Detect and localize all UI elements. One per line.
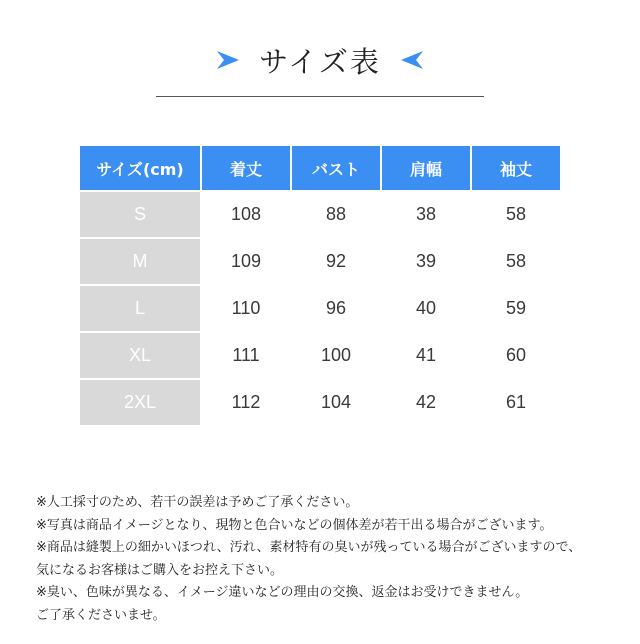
shoulder-value: 42 <box>382 380 470 425</box>
shoulder-value: 39 <box>382 239 470 284</box>
note-line: ※商品は縫製上の細かいほつれ、汚れ、素材特有の臭いが残っている場合がございますので、 <box>36 540 582 556</box>
page-title: サイズ表 <box>259 44 381 79</box>
bust-value: 92 <box>292 239 380 284</box>
note-line: ※人工採寸のため、若干の誤差は予めご了承ください。 <box>36 495 359 510</box>
table-row <box>80 239 560 284</box>
header-bust: バスト <box>292 146 380 190</box>
length-value: 108 <box>202 192 290 237</box>
sleeve-value: 60 <box>472 333 560 378</box>
size-table <box>78 144 562 427</box>
size-label: L <box>80 286 200 331</box>
bust-value: 100 <box>292 333 380 378</box>
note-line: ※臭い、色味が異なる、イメージ違いなどの理由の交換、返金はお受けできません。 <box>36 585 529 601</box>
length-value: 112 <box>202 380 290 425</box>
shoulder-value: 38 <box>382 192 470 237</box>
size-label: S <box>80 192 200 237</box>
table-row <box>80 333 560 378</box>
size-label: XL <box>80 333 200 378</box>
bust-value: 104 <box>292 380 380 425</box>
sleeve-value: 58 <box>472 192 560 237</box>
length-value: 110 <box>202 286 290 331</box>
header-sleeve: 袖丈 <box>472 146 560 190</box>
bust-value: 88 <box>292 192 380 237</box>
chevron-left-icon <box>397 48 427 72</box>
title-area <box>0 38 640 82</box>
header-shoulder: 肩幅 <box>382 146 470 190</box>
shoulder-value: 40 <box>382 286 470 331</box>
table-row <box>80 286 560 331</box>
size-label: 2XL <box>80 380 200 425</box>
table-row <box>80 380 560 425</box>
length-value: 109 <box>202 239 290 284</box>
note-line: ※写真は商品イメージとなり、現物と色合いなどの個体差が若干出る場合がございます。 <box>36 517 553 533</box>
header-size: サイズ(cm) <box>80 146 200 190</box>
size-label: M <box>80 239 200 284</box>
notes <box>36 492 626 628</box>
sleeve-value: 61 <box>472 380 560 425</box>
shoulder-value: 41 <box>382 333 470 378</box>
table-row <box>80 192 560 237</box>
sleeve-value: 58 <box>472 239 560 284</box>
chevron-right-icon <box>213 48 243 72</box>
note-line: 気になるお客様はご購入をお控え下さい。 <box>36 562 284 578</box>
length-value: 111 <box>202 333 290 378</box>
note-line: ご了承くださいませ。 <box>36 607 166 623</box>
table-header-row <box>80 146 560 190</box>
bust-value: 96 <box>292 286 380 331</box>
title-divider <box>156 96 484 97</box>
sleeve-value: 59 <box>472 286 560 331</box>
header-length: 着丈 <box>202 146 290 190</box>
